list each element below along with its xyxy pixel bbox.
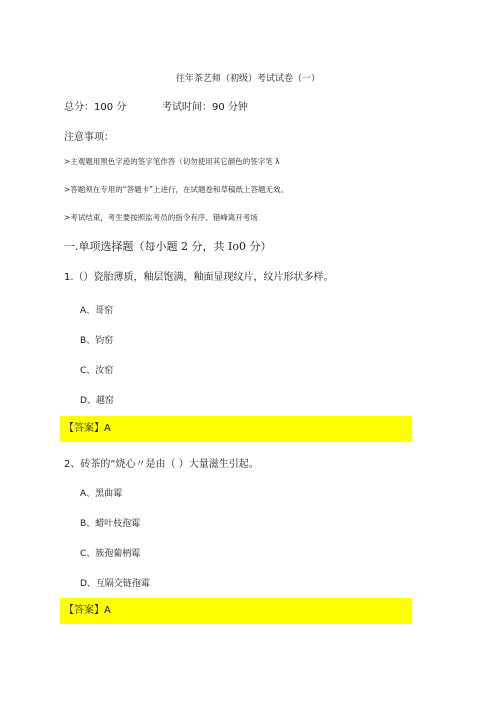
- option-item: D、互隔交链孢霉: [80, 579, 150, 589]
- total-score: 总分：100 分: [64, 102, 127, 113]
- option-item: B、钧窑: [80, 336, 114, 346]
- option-item: A、黑曲霉: [80, 489, 123, 499]
- question-stem: 2、砖茶的“烧心〃是由（ ）大量滋生引起。: [64, 459, 259, 470]
- notice-item: >考试结束，考生要按照监考员的指令有序、错峰离开考场: [64, 213, 258, 222]
- notice-heading: 注意事项：: [64, 132, 114, 143]
- option-item: A、哥窑: [80, 306, 114, 316]
- option-item: D、越窑: [80, 396, 114, 406]
- answer-highlight: 【答案】A: [60, 598, 412, 624]
- exam-title: 往年茶艺师（初级）考试试卷（一）: [175, 74, 320, 84]
- answer-highlight: 【答案】A: [60, 416, 412, 442]
- question-stem: 1.（）瓷胎薄质，釉层饱满，釉面显现纹片，纹片形状多样。: [64, 272, 334, 283]
- option-item: C、簇孢葡柄霉: [80, 549, 141, 559]
- exam-duration: 考试时间：90 分钟: [162, 102, 248, 113]
- option-item: C、汝窑: [80, 366, 114, 376]
- section-heading: 一.单项选择题（每小题 2 分，共 Io0 分）: [64, 240, 272, 253]
- notice-item: >主观题用黑色字迹的签字笔作答（切勿使用其它颜色的签字笔 λ: [64, 157, 280, 166]
- notice-item: >答题须在专用的“答题卡”上进行，在试题卷和草稿纸上答题无效。: [64, 185, 289, 194]
- option-item: B、蜡叶枝孢霉: [80, 519, 141, 529]
